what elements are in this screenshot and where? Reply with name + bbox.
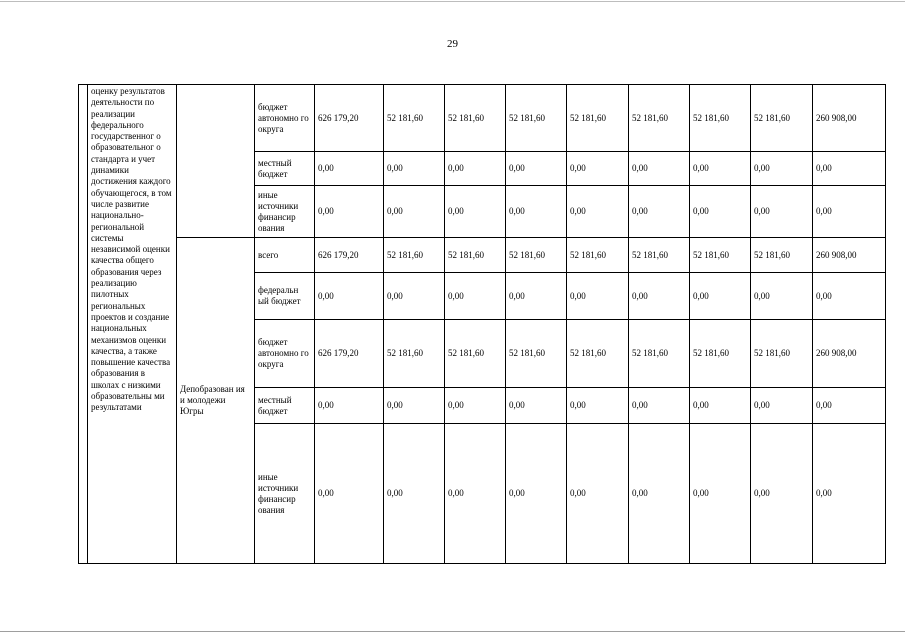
value-cell: 0,00 — [629, 273, 690, 320]
value-cell: 52 181,60 — [567, 85, 629, 152]
value-cell: 52 181,60 — [384, 85, 445, 152]
value-cell: 52 181,60 — [445, 238, 506, 273]
value-cell: 260 908,00 — [813, 320, 886, 388]
value-cell: 52 181,60 — [629, 85, 690, 152]
value-cell: 0,00 — [445, 186, 506, 238]
value-cell: 0,00 — [315, 273, 384, 320]
value-cell: 0,00 — [690, 186, 751, 238]
funding-source: федеральн ый бюджет — [255, 273, 315, 320]
value-cell: 52 181,60 — [690, 85, 751, 152]
funding-source: бюджет автономно го округа — [255, 85, 315, 152]
value-cell: 626 179,20 — [315, 320, 384, 388]
value-cell: 0,00 — [315, 424, 384, 564]
value-cell: 0,00 — [445, 152, 506, 186]
value-cell: 0,00 — [751, 424, 813, 564]
value-cell: 0,00 — [384, 424, 445, 564]
value-cell: 0,00 — [751, 186, 813, 238]
value-cell: 52 181,60 — [384, 320, 445, 388]
funding-source: местный бюджет — [255, 388, 315, 424]
value-cell: 0,00 — [384, 152, 445, 186]
value-cell: 0,00 — [629, 186, 690, 238]
value-cell: 52 181,60 — [629, 320, 690, 388]
value-cell: 0,00 — [506, 424, 567, 564]
value-cell: 52 181,60 — [506, 320, 567, 388]
value-cell: 52 181,60 — [506, 238, 567, 273]
measure-description: оценку результатов деятельности по реализации федерального государственног о образовательног о стандарта и учет динамики достижения каждого обучающегося, в том числе развитие национально-региональной системы независимой оценки качества общего образования через реализацию пилотных региональных проектов и создание национальных механизмов оценки качества, а также повышение качества образования в школах с низкими образовательны ми результатами — [88, 85, 177, 564]
funding-source: бюджет автономно го округа — [255, 320, 315, 388]
value-cell: 0,00 — [445, 388, 506, 424]
value-cell: 260 908,00 — [813, 238, 886, 273]
value-cell: 52 181,60 — [384, 238, 445, 273]
value-cell: 52 181,60 — [567, 238, 629, 273]
value-cell: 0,00 — [315, 186, 384, 238]
value-cell: 52 181,60 — [690, 238, 751, 273]
value-cell: 52 181,60 — [567, 320, 629, 388]
funding-source: иные источники финансир ования — [255, 186, 315, 238]
value-cell: 0,00 — [751, 152, 813, 186]
value-cell: 0,00 — [690, 424, 751, 564]
value-cell: 0,00 — [813, 152, 886, 186]
value-cell: 52 181,60 — [445, 320, 506, 388]
value-cell: 52 181,60 — [629, 238, 690, 273]
value-cell: 0,00 — [567, 388, 629, 424]
value-cell: 0,00 — [629, 424, 690, 564]
value-cell: 52 181,60 — [751, 85, 813, 152]
value-cell: 52 181,60 — [690, 320, 751, 388]
value-cell: 0,00 — [315, 152, 384, 186]
value-cell: 0,00 — [690, 152, 751, 186]
value-cell: 0,00 — [567, 152, 629, 186]
value-cell: 0,00 — [506, 186, 567, 238]
value-cell: 0,00 — [384, 388, 445, 424]
value-cell: 0,00 — [813, 186, 886, 238]
value-cell: 0,00 — [445, 424, 506, 564]
value-cell: 0,00 — [751, 273, 813, 320]
value-cell: 0,00 — [445, 273, 506, 320]
executor-cell-empty — [177, 85, 255, 238]
executor-cell: Депобразован ия и молодежи Югры — [177, 238, 255, 564]
value-cell: 52 181,60 — [506, 85, 567, 152]
value-cell: 0,00 — [690, 273, 751, 320]
value-cell: 0,00 — [384, 273, 445, 320]
value-cell: 0,00 — [384, 186, 445, 238]
value-cell: 0,00 — [813, 424, 886, 564]
funding-source: всего — [255, 238, 315, 273]
row-number-cell — [79, 85, 88, 564]
value-cell: 626 179,20 — [315, 85, 384, 152]
value-cell: 0,00 — [629, 388, 690, 424]
value-cell: 0,00 — [751, 388, 813, 424]
scan-border-bottom — [0, 631, 905, 632]
funding-table — [78, 84, 886, 564]
value-cell: 52 181,60 — [445, 85, 506, 152]
value-cell: 260 908,00 — [813, 85, 886, 152]
value-cell: 0,00 — [813, 273, 886, 320]
table-body — [79, 85, 886, 564]
value-cell: 626 179,20 — [315, 238, 384, 273]
value-cell: 0,00 — [567, 424, 629, 564]
value-cell: 0,00 — [567, 273, 629, 320]
value-cell: 0,00 — [629, 152, 690, 186]
value-cell: 0,00 — [315, 388, 384, 424]
funding-source: иные источники финансир ования — [255, 424, 315, 564]
page-number: 29 — [447, 38, 458, 50]
value-cell: 52 181,60 — [751, 238, 813, 273]
value-cell: 52 181,60 — [751, 320, 813, 388]
scan-border-top — [0, 1, 905, 2]
value-cell: 0,00 — [506, 273, 567, 320]
value-cell: 0,00 — [690, 388, 751, 424]
value-cell: 0,00 — [567, 186, 629, 238]
value-cell: 0,00 — [506, 388, 567, 424]
value-cell: 0,00 — [813, 388, 886, 424]
table-row — [79, 85, 886, 152]
value-cell: 0,00 — [506, 152, 567, 186]
funding-source: местный бюджет — [255, 152, 315, 186]
table-row — [79, 238, 886, 273]
